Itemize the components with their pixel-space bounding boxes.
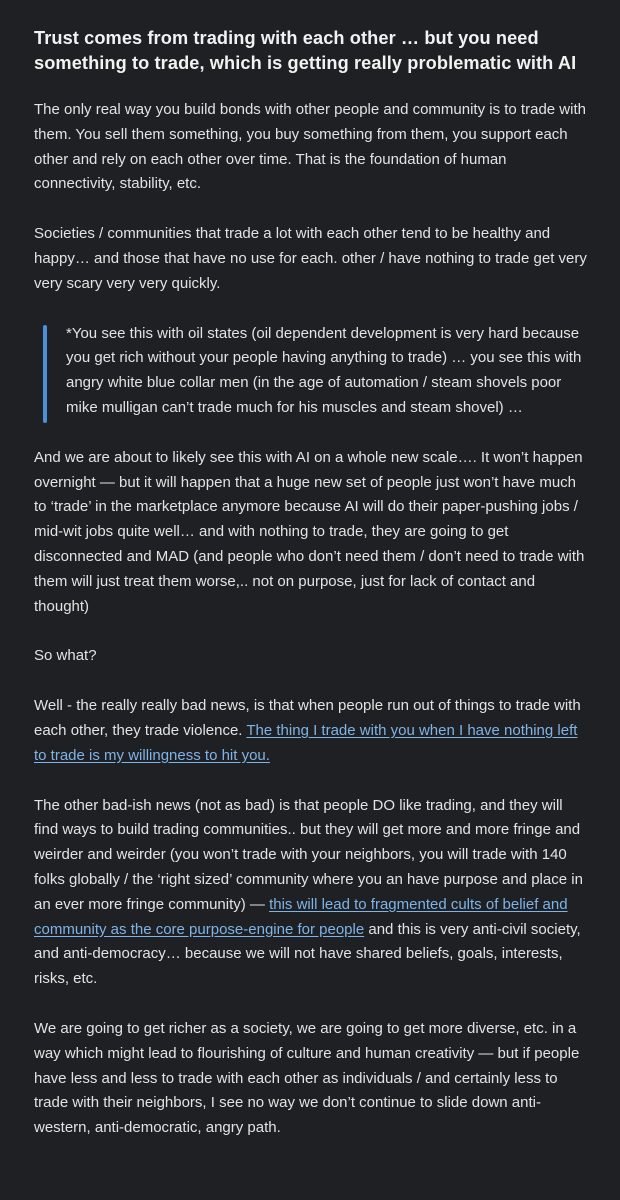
paragraph-1: The only real way you build bonds with other people and community is to trade with them. You sell them something, you buy something from them, you support each other and rely on each other over time. That is the foundation of human connectivity, stability, etc. bbox=[34, 101, 586, 193]
violence-link[interactable]: The thing I trade with you when I have nothing left to trade is my willingness to hit you. bbox=[34, 721, 578, 764]
quote-text: *You see this with oil states (oil dependent development is very hard because you get rich without your people having anything to trade) … you see this with angry white blue collar men (in the age of automation / steam shovels poor mike mulligan can’t trade much for his muscles and steam shovel) … bbox=[66, 324, 582, 416]
paragraph-6-text-end: and this is very anti-civil society, and anti-democracy… because we will not have shared beliefs, goals, interests, risks, etc. bbox=[34, 920, 581, 988]
paragraph-6 bbox=[34, 794, 590, 992]
note-title: Trust comes from trading with each other … but you need something to trade, which is getting really problematic with AI bbox=[34, 28, 577, 73]
paragraph-4: So what? bbox=[34, 647, 97, 665]
title-block bbox=[34, 26, 590, 76]
paragraph-5 bbox=[34, 694, 590, 768]
paragraph-2: Societies / communities that trade a lot with each other tend to be healthy and happy… and those that have no use for each. other / have nothing to trade get very very scary very very quickly. bbox=[34, 225, 587, 292]
paragraph-5-text: Well - the really really bad news, is that when people run out of things to trade with each other, they trade violence. bbox=[34, 697, 581, 739]
paragraph-7: We are going to get richer as a society, we are going to get more diverse, etc. in a way which might lead to flourishing of culture and human creativity — but if people have less and less to trade with each other as individuals / and certainly less to trade with their neighbors, I see no way we don’t continue to slide down anti-western, anti-democratic, angry path. bbox=[34, 1019, 580, 1137]
paragraph-6-text-start: The other bad-ish news (not as bad) is that people DO like trading, and they will find ways to build trading communities.. but they will get more and more fringe and weirder and weirder (you won’t trade with your neighbors, you will trade with 140 folks globally / the ‘right sized’ community where you an have purpose and place in an ever more fringe community) — bbox=[34, 796, 583, 913]
blockquote bbox=[34, 322, 590, 421]
quote-bar bbox=[43, 325, 47, 423]
fragmented-cults-link[interactable]: this will lead to fragmented cults of belief and community as the core purpose-engine for people bbox=[34, 895, 568, 938]
paragraph-3: And we are about to likely see this with AI on a whole new scale…. It won’t happen overnight — but it will happen that a huge new set of people just won’t have much to ‘trade’ in the marketplace anymore because AI will do their paper-pushing jobs / mid-wit jobs quite well… and with nothing to trade, they are going to get disconnected and MAD (and people who don’t need them / don’t need to trade with them will just treat them worse,.. not on purpose, just for lack of contact and thought) bbox=[34, 448, 585, 615]
